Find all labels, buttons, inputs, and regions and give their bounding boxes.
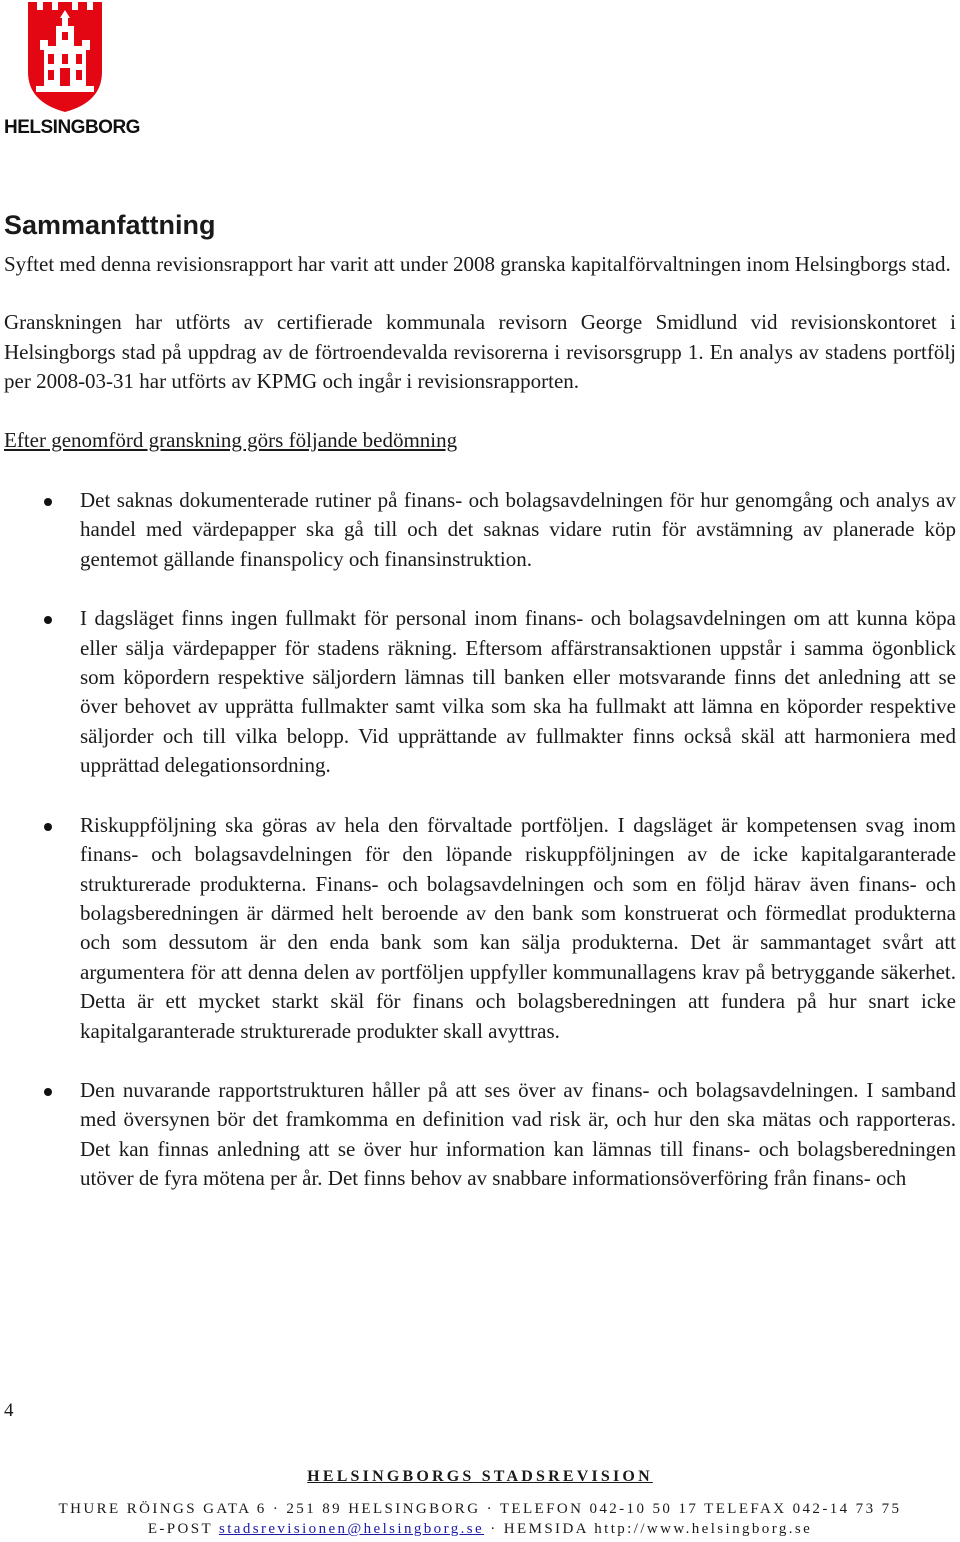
list-item (4, 1076, 956, 1194)
method-paragraph: Granskningen har utförts av certifierade kommunala revisorn George Smidlund vid revisionskontoret i Helsingborgs stad på uppdrag av de förtroendevalda revisorerna i revisorsgrupp 1. En analys av stadens portfölj per 2008-03-31 har utförts av KPMG och ingår i revisionsrapporten. (4, 310, 956, 394)
footer-address: THURE RÖINGS GATA 6 · 251 89 HELSINGBORG · TELEFON 042-10 50 17 TELEFAX 042-14 73 75 (58, 1501, 902, 1517)
list-item-text: Riskuppföljning ska göras av hela den förvaltade portföljen. I dagsläget är kompetensen svag inom finans- och bolagsavdelningen för den löpande riskuppföljningen av de icke kapitalgaranterade strukturerade produkterna. Finans- och bolagsavdelningen och som en följd härav även finans- och bolagsberedningen är därmed helt beroende av den bank som konstruerat och förmedlat produkterna och som dessutom är den enda bank som kan sälja produkterna. Det är sammantaget svårt att argumentera för att denna delen av portföljen uppfyller kommunallagens krav på betryggande säkerhet. Detta är ett mycket starkt skäl för finans och bolagsberedningen att fundera på hur snart icke kapitalgaranterade strukturerade produkter skall avyttras. (80, 812, 956, 1043)
assessment-list (4, 486, 956, 1194)
email-link[interactable]: stadsrevisionen@helsingborg.se (218, 1521, 485, 1537)
logo-city-name: HELSINGBORG (4, 117, 140, 138)
list-item-text: Den nuvarande rapportstrukturen håller på att ses över av finans- och bolagsavdelningen. I samband med översynen bör det framkomma en definition vad risk är, och hur den ska mätas och rapporteras. Det kan finnas anledning att se över hur information kan lämnas till finans- och bolagsberedningen utöver de fyra mötena per år. Det finns behov av snabbare informationsöverföring från finans- och (80, 1077, 956, 1191)
city-logo (4, 2, 140, 139)
page-number: 4 (4, 1400, 14, 1421)
list-item (4, 604, 956, 780)
section-title: Sammanfattning (4, 210, 216, 240)
email-label: E-POST (147, 1521, 213, 1537)
website-label: HEMSIDA (503, 1521, 589, 1537)
website-url[interactable]: http://www.helsingborg.se (594, 1521, 813, 1537)
document-body (4, 208, 956, 1224)
footer-contact (0, 1519, 960, 1539)
bullet-icon (44, 616, 52, 624)
helsingborg-crest-icon (26, 2, 104, 114)
footer-separator: · (490, 1521, 498, 1537)
list-item (4, 811, 956, 1046)
list-item (4, 486, 956, 574)
list-item-text: Det saknas dokumenterade rutiner på finans- och bolagsavdelningen för hur genomgång och analys av handel med värdepapper ska gå till och det saknas vidare rutin för avstämning av planerade köp gentemot gällande finanspolicy och finansinstruktion. (80, 488, 956, 571)
footer-organization: HELSINGBORGS STADSREVISION (307, 1468, 653, 1485)
list-item-text: I dagsläget finns ingen fullmakt för personal inom finans- och bolagsavdelningen om att kunna köpa eller sälja värdepapper för stadens räkning. Eftersom affärstransaktionen uppstår i samma ögonblick som köpordern respektive säljordern lämnas till banken eller motsvarande finns det anledning att se över behovet av upprätta fullmakter samt vilka som ska ha fullmakt att lämna en köporder respektive säljorder och till vilka belopp. Vid upprättande av fullmakter finns också skäl att harmoniera med upprättad delegationsordning. (80, 606, 956, 778)
intro-paragraph: Syftet med denna revisionsrapport har varit att under 2008 granska kapitalförvaltningen inom Helsingborgs stad. (4, 252, 951, 276)
assessment-heading: Efter genomförd granskning görs följande bedömning (4, 427, 458, 452)
bullet-icon (44, 823, 52, 831)
bullet-icon (44, 498, 52, 506)
page-footer (0, 1468, 960, 1539)
bullet-icon (44, 1088, 52, 1096)
